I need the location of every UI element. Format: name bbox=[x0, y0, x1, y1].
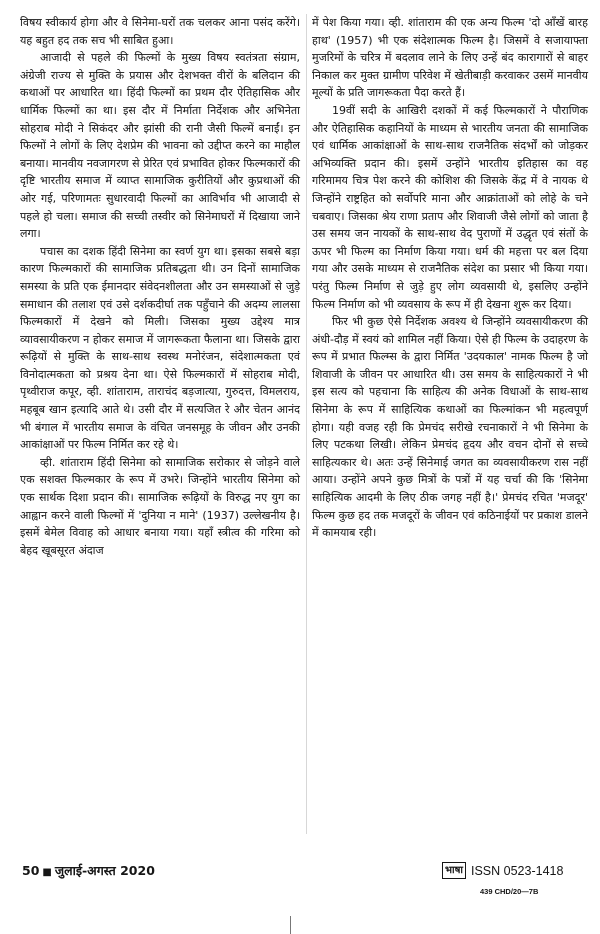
column-divider bbox=[306, 14, 307, 834]
square-bullet-icon: ■ bbox=[42, 867, 52, 878]
left-paragraph-2: आजादी से पहले की फिल्मों के मुख्य विषय स्वतंत्रता संग्राम, अंग्रेजी राज्य से मुक्ति के प्रयास और देशभक्त वीरों के बलिदान की कथाओं पर आधारित था। हिंदी फिल्मों का प्रथम दौर ऐतिहासिक और धार्मिक फिल्मों का था। इस दौर में निर्माता निर्देशक और अभिनेता सोहराब मोदी ने सिकंदर और झांसी की रानी जैसी फिल्में बनाईं। इन फिल्मों ने लोगों के लिए देशप्रेम की भावना को उद्दीप्त करने का माहौल बनाया। मानवीय नवजागरण से प्रेरित एवं प्रभावित होकर फिल्मकारों की दृष्टि भारतीय समाज में व्याप्त सामाजिक कुरीतियों और कुप्रथाओं की ओर गई, परिणामतः सुधारवादी फिल्मों का आविर्भाव भी आजादी से पहले हो चला। समाज की सच्ची तस्वीर को सिनेमाघरों में दिखाया जाने लगा। bbox=[20, 51, 300, 241]
page-number: 50 bbox=[22, 863, 40, 878]
left-paragraph-3: पचास का दशक हिंदी सिनेमा का स्वर्ण युग था। इसका सबसे बड़ा कारण फिल्मकारों की सामाजिक प्रतिबद्धता थी। उन दिनों सामाजिक समस्या के प्रति एक ईमानदार संवेदनशीलता और उन समस्याओं से जुड़े समाधान की तलाश एवं उसे दर्शकदीर्घा तक पहुँचाने की अदम्य लालसा फिल्मकारों में देखने को मिली। जिसका मुख्य उद्देश्य मात्र व्यावसायीकरण न होकर समाज में जागरूकता फैलाना था। जिसके द्वारा रूढ़ियों से मुक्ति के साथ-साथ स्वस्थ मनोरंजन, संदेशात्मकता एवं विनोदात्मकता को प्रश्रय देना था। ऐसे फिल्मकारों में सोहराब मोदी, पृथ्वीराज कपूर, व्ही. शांताराम, ताराचंद बड़जात्या, गुरुदत्त, विमलराय, महबूब खान इत्यादि आते थे। उसी दौर में सत्यजित रे और चेतन आनंद भी बंगाल में भारतीय समाज के वंचित जनसमूह के जीवन और उनकी आकांक्षाओं पर फिल्म निर्मित कर रहे थे। bbox=[20, 244, 300, 452]
page-footer-journal bbox=[442, 862, 563, 879]
issn-number: ISSN 0523-1418 bbox=[471, 863, 564, 878]
right-paragraph-2: 19वीं सदी के आखिरी दशकों में कई फिल्मकारों ने पौराणिक और ऐतिहासिक कहानियों के माध्यम से भारतीय जनता की सामाजिक एवं धार्मिक आकांक्षाओं के साथ-साथ राजनैतिक संदर्भों को जोड़कर अभिव्यक्ति प्रदान की। इसमें उन्होंने भारतीय इतिहास का वह गरिमामय चित्र पेश करने की कोशिश की जिसके केंद्र में वे नायक थे जिन्होंने राष्ट्रहित को सर्वोपरि माना और आक्रांताओं को लोहे के चने चबवाए। जिसका श्रेय राणा प्रताप और शिवाजी जैसे लोगों को जाता है उस समय जन नायकों के साथ-साथ वेद पुराणों में उद्धृत एवं संतों के ऊपर भी फिल्म का निर्माण किया गया। धर्म की महत्ता पर बल दिया गया और उसके माध्यम से राजनैतिक संदेश का प्रसार भी किया गया। परंतु फिल्म निर्माण से जुड़े हुए लोग व्यवसायी थे, इसलिए उन्होंने फिल्म निर्माण को भी व्यवसाय के रूप में ही देखना शुरू कर दिया। bbox=[312, 103, 588, 311]
right-paragraph-3: फिर भी कुछ ऐसे निर्देशक अवश्य थे जिन्होंने व्यवसायीकरण की अंधी-दौड़ में स्वयं को शामिल नहीं किया। ऐसे ही फिल्म के उदाहरण के रूप में प्रभात फिल्म्स के द्वारा निर्मित 'उदयकाल' नामक फिल्म है जो शिवाजी के जीवन पर आधारित थी। उस समय के साहित्यकारों ने भी इस सत्य को पहचाना कि साहित्य की अनेक विधाओं के साथ-साथ सिनेमा के रूप में साहित्यिक कथाओं का फिल्मांकन भी महत्वपूर्ण होगा। यही वजह रही कि प्रेमचंद सरीखे रचनाकारों ने भी सिनेमा के लिए पटकथा लिखी। लेकिन प्रेमचंद हृदय और वचन दोनों से सच्चे साहित्यकार थे। अतः उन्हें सिनेमाई जगत का व्यवसायीकरण रास नहीं आया। उन्होंने अपने कुछ मित्रों के पत्रों में यह चर्चा की कि 'सिनेमा साहित्यिक आदमी के लिए ठीक जगह नहीं है।' प्रेमचंद रचित 'मजदूर' फिल्म कुछ हद तक मजदूरों के जीवन एवं कठिनाईयों पर प्रकाश डालने में कामयाब रही। bbox=[312, 315, 588, 540]
bhasha-logo-icon: भाषा bbox=[442, 862, 466, 879]
left-paragraph-4: व्ही. शांताराम हिंदी सिनेमा को सामाजिक सरोकार से जोड़ने वाले एक सशक्त फिल्मकार के रूप में उभरे। जिन्होंने भारतीय सिनेमा को एक सार्थक दिशा प्रदान की। सामाजिक रूढ़ियों के विरुद्ध नए युग का आह्वान करने वाली फिल्मों में 'दुनिया न माने' (1937) उल्लेखनीय है। इसमें बेमेल विवाह को आधार बनाया गया। यहाँ स्त्रीत्व की गरिमा को बेहद खूबसूरत अंदाज bbox=[20, 455, 300, 557]
right-paragraph-1: में पेश किया गया। व्ही. शांताराम की एक अन्य फिल्म 'दो आँखें बारह हाथ' (1957) भी एक संदेशात्मक फिल्म है। जिसमें वे सजायाफ्ता मुजरिमों के चरित्र में बदलाव लाने के लिए उन्हें बंद कारागारों से बाहर निकाल कर मुक्त ग्रामीण परिवेश में खेतीबाड़ी करवाकर उसमें मानवीय मूल्यों के प्रति जागरूकता पैदा करते हैं। bbox=[312, 16, 588, 100]
left-paragraph-1: विषय स्वीकार्य होगा और वे सिनेमा-घरों तक चलकर आना पसंद करेंगे। यह बहुत हद तक सच भी साबित हुआ। bbox=[20, 16, 300, 47]
right-column bbox=[312, 14, 588, 542]
print-code: 439 CHD/20—7B bbox=[480, 887, 539, 896]
issue-date: जुलाई-अगस्त 2020 bbox=[54, 863, 155, 878]
page-footer-issue bbox=[22, 862, 155, 879]
left-column bbox=[20, 14, 300, 559]
crop-mark bbox=[290, 916, 291, 934]
